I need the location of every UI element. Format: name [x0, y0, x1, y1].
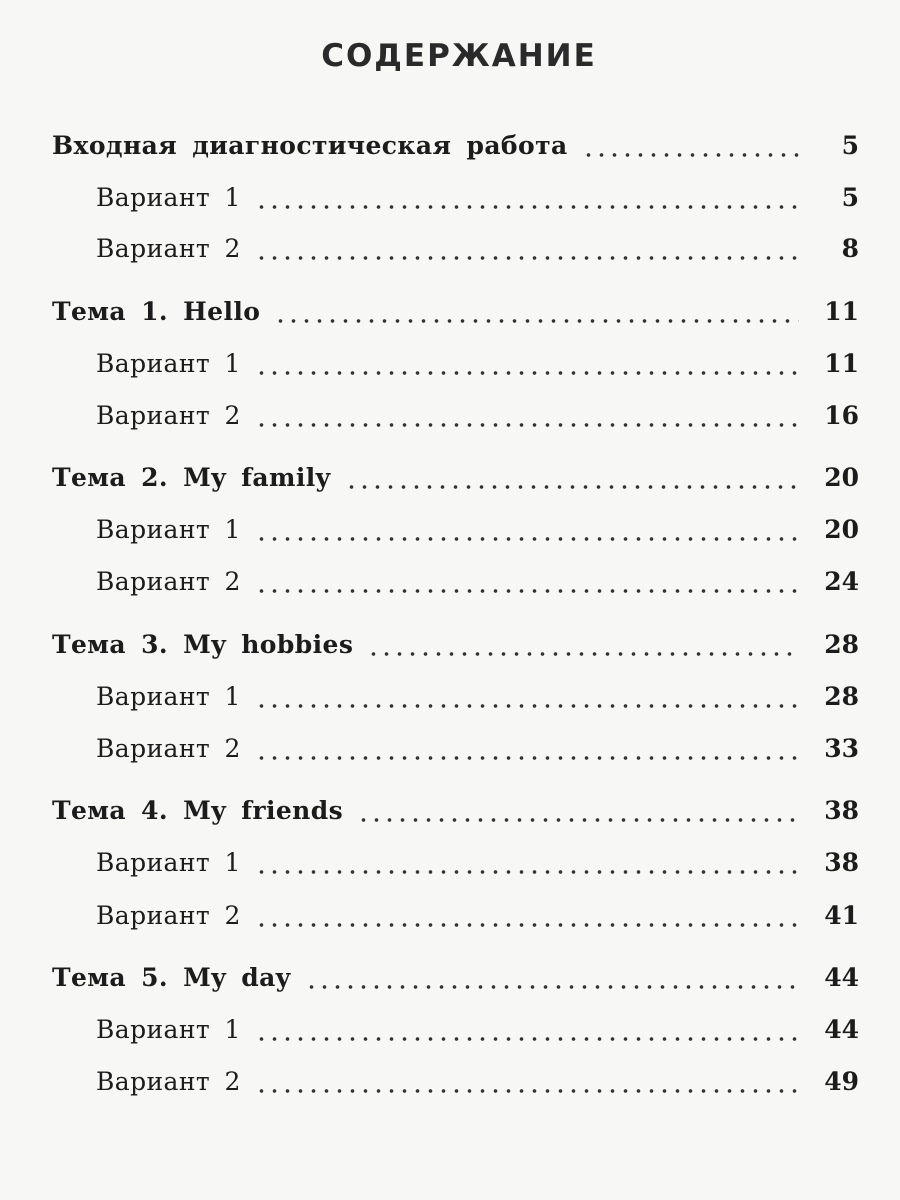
toc-variant[interactable] [96, 677, 859, 717]
toc-variant[interactable] [96, 562, 859, 602]
toc-page-number: 11 [824, 297, 859, 326]
dot-leader [582, 153, 799, 157]
toc-label: Вариант 2 [96, 234, 241, 263]
dot-leader [305, 985, 799, 989]
toc-label: Входная диагностическая работа [52, 131, 568, 160]
toc-variant[interactable] [96, 729, 859, 769]
toc-page-number: 16 [824, 401, 859, 430]
toc-variant[interactable] [96, 178, 859, 218]
dot-leader [255, 1089, 799, 1093]
toc-section-topic-4[interactable] [52, 791, 859, 831]
toc-page-number: 11 [824, 349, 859, 378]
toc-label: Вариант 2 [96, 734, 241, 763]
page-title: СОДЕРЖАНИЕ [321, 38, 597, 74]
toc-section-topic-5[interactable] [52, 958, 859, 998]
dot-leader [255, 756, 799, 760]
dot-leader [255, 870, 799, 874]
toc-page-number: 20 [824, 515, 859, 544]
dot-leader [255, 589, 799, 593]
dot-leader [357, 818, 799, 822]
toc-page-number: 38 [824, 796, 859, 825]
toc-label: Вариант 1 [96, 349, 241, 378]
dot-leader [345, 485, 799, 489]
toc-label: Вариант 1 [96, 1015, 241, 1044]
toc-variant[interactable] [96, 510, 859, 550]
toc-page-number: 20 [824, 463, 859, 492]
toc-page-number: 8 [841, 234, 859, 263]
toc-page-number: 38 [824, 848, 859, 877]
toc-label: Вариант 1 [96, 183, 241, 212]
toc-variant[interactable] [96, 843, 859, 883]
dot-leader [274, 319, 799, 323]
toc-label: Тема 5. My day [52, 963, 291, 992]
toc-page-number: 24 [824, 567, 859, 596]
toc-label: Тема 3. My hobbies [52, 630, 354, 659]
toc-label: Вариант 2 [96, 901, 241, 930]
dot-leader [255, 371, 799, 375]
toc-label: Тема 1. Hello [52, 297, 261, 326]
dot-leader [255, 205, 799, 209]
toc-section-topic-1[interactable] [52, 292, 859, 332]
dot-leader [255, 1037, 799, 1041]
toc-variant[interactable] [96, 1062, 859, 1102]
toc-page-number: 41 [824, 901, 859, 930]
toc-page-number: 28 [824, 682, 859, 711]
toc-section-topic-2[interactable] [52, 458, 859, 498]
toc-page-number: 33 [824, 734, 859, 763]
dot-leader [367, 652, 799, 656]
toc-variant[interactable] [96, 344, 859, 384]
toc-page-number: 5 [841, 131, 859, 160]
toc-page-number: 28 [824, 630, 859, 659]
toc-label: Вариант 2 [96, 1067, 241, 1096]
toc-label: Вариант 2 [96, 567, 241, 596]
toc-page-number: 44 [824, 963, 859, 992]
toc-label: Тема 2. My family [52, 463, 331, 492]
toc-label: Тема 4. My friends [52, 796, 344, 825]
dot-leader [255, 923, 799, 927]
dot-leader [255, 423, 799, 427]
toc-page-number: 49 [824, 1067, 859, 1096]
toc-section-diagnostic[interactable] [52, 126, 859, 166]
dot-leader [255, 537, 799, 541]
toc-variant[interactable] [96, 1010, 859, 1050]
toc-label: Вариант 1 [96, 515, 241, 544]
toc-section-topic-3[interactable] [52, 625, 859, 665]
dot-leader [255, 704, 799, 708]
toc-label: Вариант 1 [96, 682, 241, 711]
toc-page-number: 44 [824, 1015, 859, 1044]
toc-label: Вариант 1 [96, 848, 241, 877]
toc-page-number: 5 [841, 183, 859, 212]
dot-leader [255, 256, 799, 260]
toc-label: Вариант 2 [96, 401, 241, 430]
toc-variant[interactable] [96, 896, 859, 936]
toc-variant[interactable] [96, 229, 859, 269]
toc-variant[interactable] [96, 396, 859, 436]
